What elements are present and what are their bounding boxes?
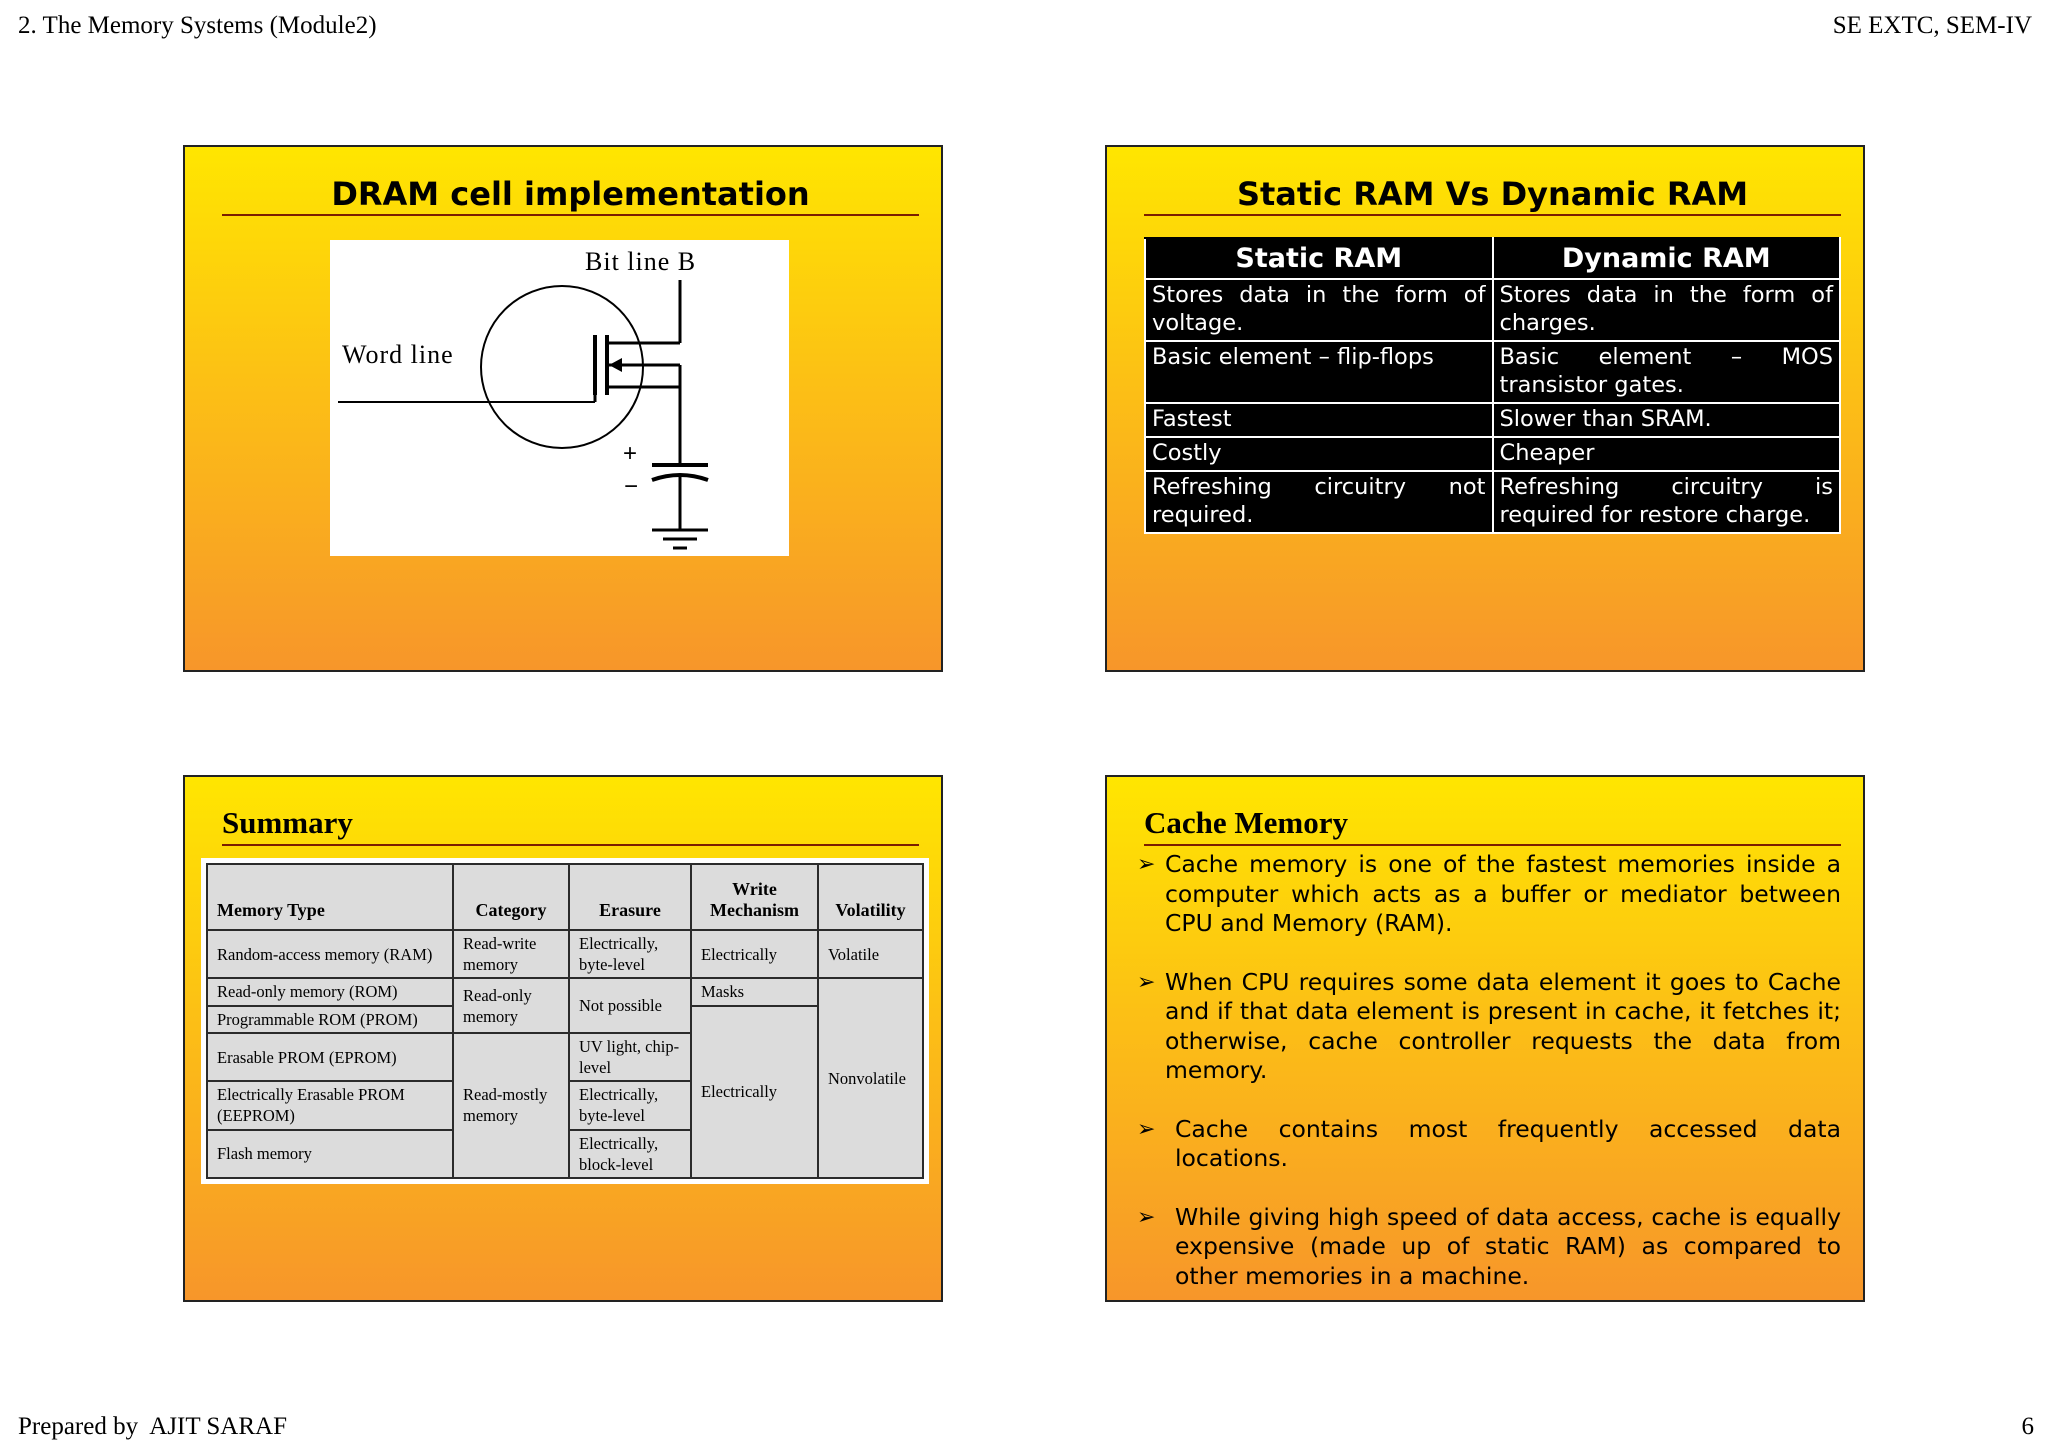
- table-cell: Electrically: [691, 930, 818, 978]
- dram-circuit-diagram: [330, 240, 789, 556]
- table-cell: Basic element – MOS transistor gates.: [1493, 341, 1841, 403]
- header-erasure: Erasure: [569, 864, 691, 930]
- summary-table-frame: [201, 858, 929, 1184]
- slide-dram-cell: [183, 145, 943, 672]
- minus-sign: −: [624, 473, 639, 500]
- table-cell: Masks: [691, 978, 818, 1005]
- list-item: [1137, 968, 1841, 1086]
- header-memory-type: Memory Type: [207, 864, 453, 930]
- table-row: [207, 930, 923, 978]
- bullet-text: Cache contains most frequently accessed data locations.: [1175, 1114, 1841, 1172]
- header-write-mechanism: Write Mechanism: [691, 864, 818, 930]
- table-row: [1145, 437, 1840, 471]
- table-row: [1145, 471, 1840, 533]
- table-cell: Costly: [1145, 437, 1493, 471]
- table-cell: Stores data in the form of charges.: [1493, 279, 1841, 341]
- arrow-bullet-icon: ➢: [1137, 852, 1156, 877]
- bullet-list: [1137, 850, 1841, 1291]
- table-cell: Flash memory: [207, 1130, 453, 1178]
- list-item: [1137, 850, 1841, 939]
- table-row: [207, 978, 923, 1005]
- table-row: [1145, 341, 1840, 403]
- table-cell: Erasable PROM (EPROM): [207, 1033, 453, 1081]
- table-cell: Refreshing circuitry not required.: [1145, 471, 1493, 533]
- page-number: 6: [2021, 1413, 2034, 1440]
- list-item: [1137, 1115, 1841, 1174]
- arrow-bullet-icon: ➢: [1137, 969, 1156, 995]
- slide-title: DRAM cell implementation: [331, 175, 810, 213]
- table-cell: Electrically, byte-level: [569, 1081, 691, 1129]
- title-underline: [222, 844, 919, 846]
- table-cell: Electrically, byte-level: [569, 930, 691, 978]
- table-cell: Electrically, block-level: [569, 1130, 691, 1178]
- sram-dram-table: [1144, 237, 1841, 534]
- slide-summary: [183, 775, 943, 1302]
- table-cell: Stores data in the form of voltage.: [1145, 279, 1493, 341]
- table-header-row: [1145, 238, 1840, 279]
- table-cell: Electrically Erasable PROM (EEPROM): [207, 1081, 453, 1129]
- table-cell: Programmable ROM (PROM): [207, 1006, 453, 1033]
- table-cell: Read-only memory (ROM): [207, 978, 453, 1005]
- table-cell: Read-mostly memory: [453, 1033, 569, 1178]
- document-header-right: SE EXTC, SEM-IV: [1832, 12, 2032, 39]
- header-dynamic-ram: Dynamic RAM: [1493, 238, 1841, 279]
- header-volatility: Volatility: [818, 864, 923, 930]
- dram-circuit-figure: [330, 240, 789, 556]
- bit-line-label: Bit line B: [585, 247, 697, 276]
- bullet-text: While giving high speed of data access, cache is equally expensive (made up of static RAM) as compared to other memories in a machine.: [1175, 1202, 1841, 1290]
- slide-title: Static RAM Vs Dynamic RAM: [1236, 175, 1749, 213]
- table-cell: Volatile: [818, 930, 923, 978]
- document-header-left: 2. The Memory Systems (Module2): [18, 12, 377, 39]
- word-line-label: Word line: [342, 340, 454, 369]
- arrow-bullet-icon: ➢: [1137, 1116, 1156, 1142]
- table-header-row: [207, 864, 923, 930]
- table-row: [1145, 403, 1840, 437]
- memory-summary-table: [206, 863, 924, 1179]
- title-underline: [1144, 214, 1841, 216]
- slide-cache-memory: [1105, 775, 1865, 1302]
- header-static-ram: Static RAM: [1145, 238, 1493, 279]
- table-row: [1145, 279, 1840, 341]
- body-arrow: [609, 358, 622, 372]
- slide-static-vs-dynamic: [1105, 145, 1865, 672]
- table-cell: Cheaper: [1493, 437, 1841, 471]
- table-cell: Nonvolatile: [818, 978, 923, 1178]
- slide-title: Cache Memory: [1144, 805, 1348, 840]
- document-footer-left: Prepared by AJIT SARAF: [18, 1413, 287, 1440]
- table-cell: Not possible: [569, 978, 691, 1032]
- table-cell: Fastest: [1145, 403, 1493, 437]
- slide-title: Summary: [222, 805, 353, 840]
- table-cell: Read-only memory: [453, 978, 569, 1032]
- title-underline: [222, 214, 919, 216]
- table-cell: Random-access memory (RAM): [207, 930, 453, 978]
- list-item: [1137, 1203, 1841, 1292]
- arrow-bullet-icon: ➢: [1137, 1204, 1156, 1230]
- table-cell: Read-write memory: [453, 930, 569, 978]
- bullet-text: When CPU requires some data element it goes to Cache and if that data element is present in cache, it fetches it; otherwise, cache controller requests the data from memory.: [1165, 967, 1841, 1084]
- header-category: Category: [453, 864, 569, 930]
- table-cell: UV light, chip-level: [569, 1033, 691, 1081]
- plus-sign: +: [623, 440, 638, 467]
- title-underline: [1144, 844, 1841, 846]
- table-cell: Slower than SRAM.: [1493, 403, 1841, 437]
- table-cell: Refreshing circuitry is required for restore charge.: [1493, 471, 1841, 533]
- table-cell: Basic element – flip-flops: [1145, 341, 1493, 403]
- bullet-text: Cache memory is one of the fastest memories inside a computer which acts as a buffer or mediator between CPU and Memory (RAM).: [1165, 850, 1841, 937]
- table-cell: Electrically: [691, 1006, 818, 1178]
